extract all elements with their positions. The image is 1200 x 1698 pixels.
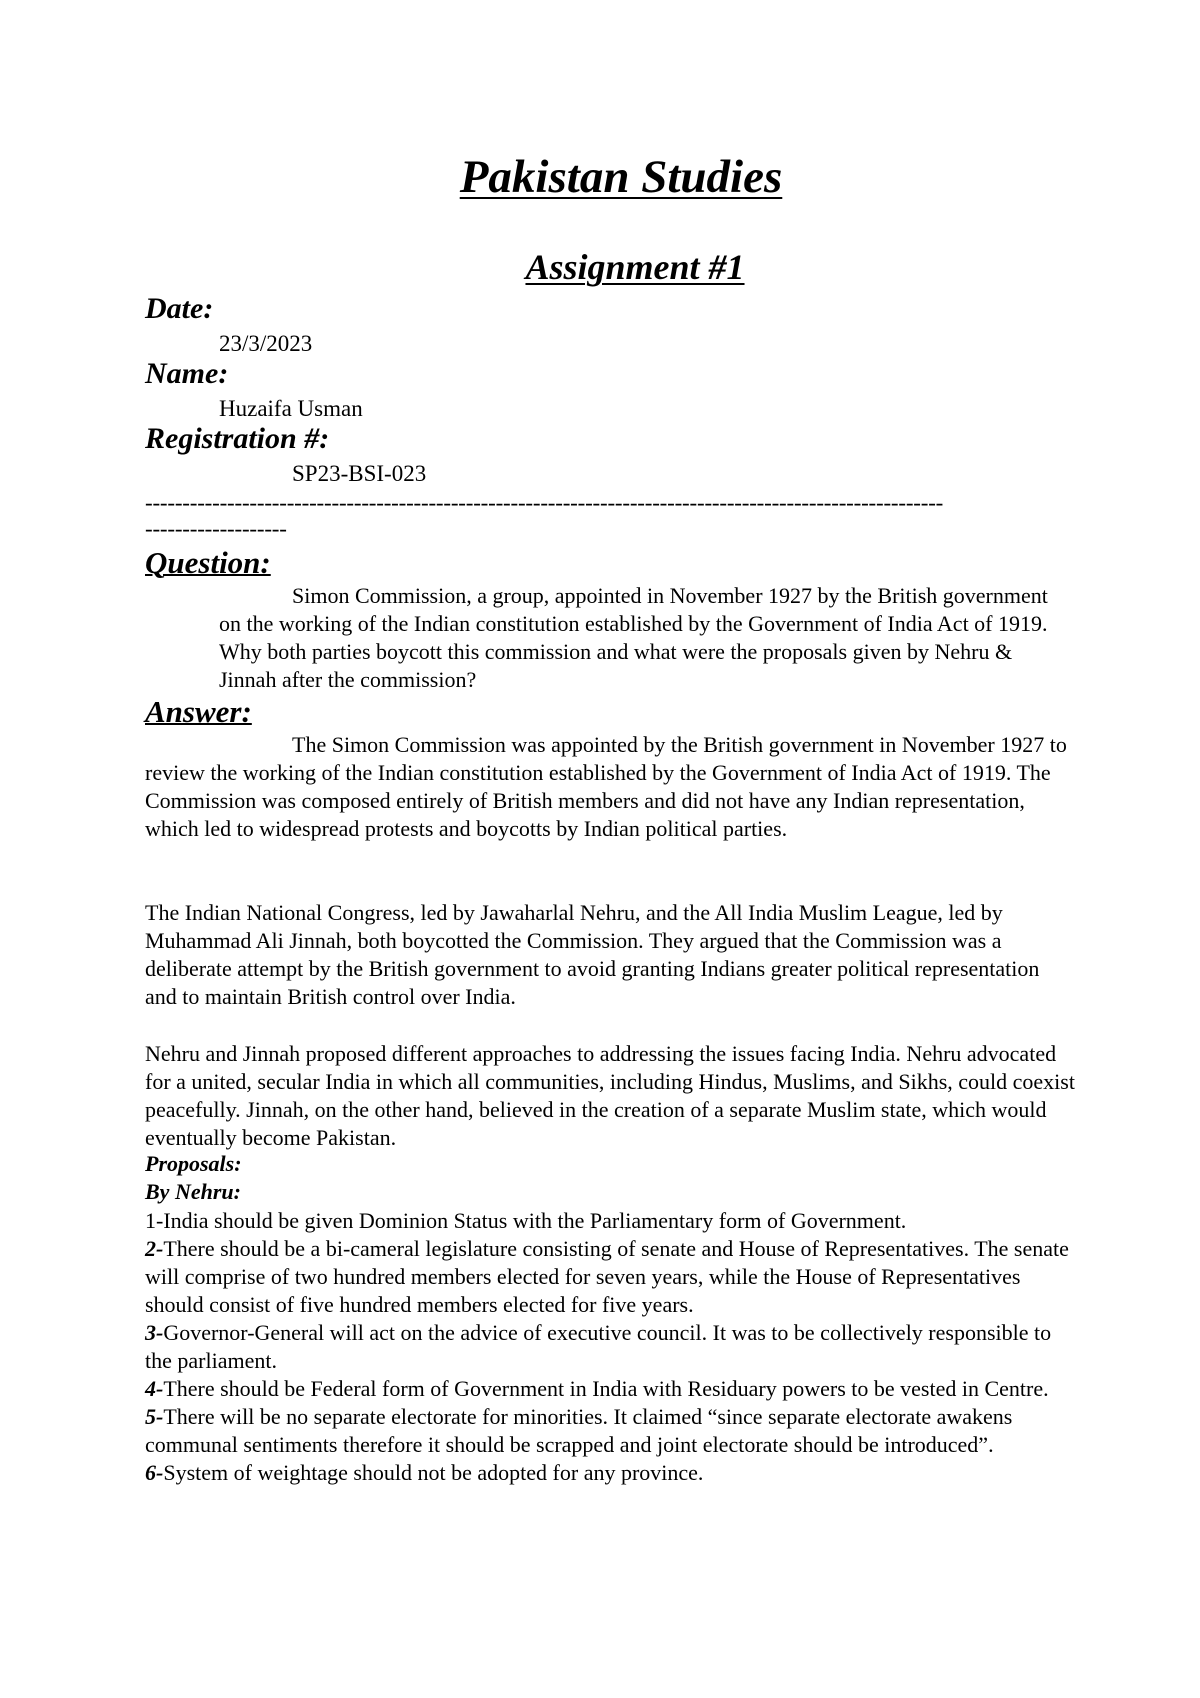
date-value: 23/3/2023 [219, 331, 313, 356]
list-item [145, 1375, 1075, 1403]
list-item [145, 1403, 1075, 1459]
answer-paragraph: The Indian National Congress, led by Jawaharlal Nehru, and the All India Muslim League, led by Muhammad Ali Jinnah, both boycotted the Commission. They argued that the Commission was a deliberate attempt by the British government to avoid granting Indians greater political representation and to maintain British control over India. [145, 900, 1040, 1009]
proposals-heading: Proposals: [145, 1151, 242, 1176]
question-text: Simon Commission, a group, appointed in November 1927 by the British government on the working of the Indian constitution established by the Government of India Act of 1919. Why both parties boycott this commission and what were the proposals given by Nehru & Jinnah after the commission? [219, 583, 1048, 692]
assignment-heading: Assignment #1 [525, 247, 745, 287]
list-item-text: System of weightage should not be adopted for any province. [163, 1460, 704, 1485]
list-item-text: There should be a bi-cameral legislature consisting of senate and House of Representatives. The senate will comprise of two hundred members elected for seven years, while the House of Representatives should consist of five hundred members elected for five years. [145, 1236, 1069, 1317]
answer-paragraph: Nehru and Jinnah proposed different approaches to addressing the issues facing India. Nehru advocated for a united, secular India in which all communities, including Hindus, Muslims, and Sikhs, could coexist peacefully. Jinnah, on the other hand, believed in the creation of a separate Muslim state, which would eventually become Pakistan. [145, 1041, 1075, 1150]
separator-line-continuation: ------------------- [145, 516, 287, 541]
list-item [145, 1459, 1075, 1487]
list-item-text: There should be Federal form of Government in India with Residuary powers to be vested in Centre. [163, 1376, 1049, 1401]
list-item-number: 3- [145, 1320, 164, 1345]
question-heading: Question: [145, 545, 271, 580]
answer-paragraph: The Simon Commission was appointed by the British government in November 1927 to review the working of the Indian constitution established by the Government of India Act of 1919. The Commission was composed entirely of British members and did not have any Indian representation, which led to widespread protests and boycotts by Indian political parties. [145, 732, 1067, 841]
list-item-text: India should be given Dominion Status with the Parliamentary form of Government. [163, 1208, 907, 1233]
registration-value: SP23-BSI-023 [292, 461, 427, 486]
answer-heading: Answer: [145, 694, 252, 729]
document-title: Pakistan Studies [459, 151, 783, 203]
list-item [145, 1235, 1075, 1319]
list-item-text: Governor-General will act on the advice of executive council. It was to be collectively responsible to the parliament. [145, 1320, 1052, 1373]
name-value: Huzaifa Usman [219, 396, 363, 421]
by-nehru-heading: By Nehru: [145, 1179, 241, 1204]
list-item-number: 6- [145, 1460, 164, 1485]
proposals-list [145, 1207, 1075, 1487]
date-label: Date: [145, 292, 214, 325]
list-item [145, 1207, 1075, 1235]
list-item [145, 1319, 1075, 1375]
separator-line: ----------------------------------------------------------------------------------------------------------- [145, 490, 944, 515]
list-item-number: 1- [145, 1208, 164, 1233]
list-item-number: 5- [145, 1404, 164, 1429]
list-item-number: 2- [145, 1236, 164, 1261]
registration-label: Registration #: [145, 422, 330, 455]
list-item-text: There will be no separate electorate for minorities. It claimed “since separate electorate awakens communal sentiments therefore it should be scrapped and joint electorate should be introduced”. [145, 1404, 1013, 1457]
list-item-number: 4- [145, 1376, 164, 1401]
name-label: Name: [145, 357, 229, 390]
